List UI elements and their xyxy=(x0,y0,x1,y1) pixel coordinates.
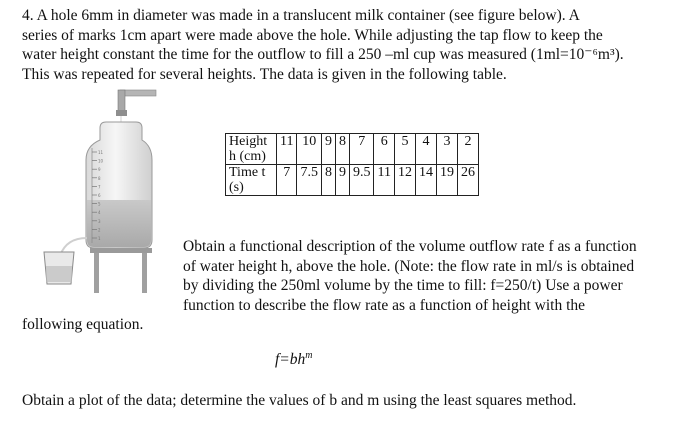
final-instruction: Obtain a plot of the data; determine the values of b and m using the least squares method. xyxy=(22,392,577,409)
time-cell: 14 xyxy=(415,165,436,196)
tap-icon xyxy=(116,90,156,116)
time-cell: 9 xyxy=(335,165,349,196)
table-row xyxy=(226,165,479,196)
instruction-line-2: of water height h, above the hole. (Note: the flow rate in ml/s is obtained xyxy=(183,257,635,275)
data-table xyxy=(225,133,479,196)
problem-line-4: This was repeated for several heights. The data is given in the following table. xyxy=(22,65,507,83)
height-mark-label: 1 xyxy=(98,236,101,241)
time-cell: 26 xyxy=(457,165,478,196)
time-header: Time t (s) xyxy=(226,165,277,196)
height-mark-label: 3 xyxy=(98,218,101,224)
height-cell: 8 xyxy=(335,134,349,165)
time-cell: 8 xyxy=(321,165,335,196)
cup-icon xyxy=(44,252,74,284)
table-row xyxy=(226,134,479,165)
height-mark-label: 7 xyxy=(98,184,101,190)
height-cell: 6 xyxy=(374,134,394,165)
problem-line-1: 4. A hole 6mm in diameter was made in a translucent milk container (see figure below). A xyxy=(22,7,580,24)
height-cell: 11 xyxy=(277,134,297,165)
instructions xyxy=(183,237,688,315)
height-cell: 7 xyxy=(349,134,374,165)
time-cell: 7.5 xyxy=(297,165,322,196)
time-cell: 19 xyxy=(436,165,457,196)
height-mark-label: 5 xyxy=(98,201,101,207)
height-cell: 9 xyxy=(321,134,335,165)
milk-container-figure xyxy=(30,88,170,298)
height-mark-label: 6 xyxy=(98,193,101,198)
height-cell: 2 xyxy=(457,134,478,165)
time-cell: 12 xyxy=(394,165,415,196)
instruction-line-4: function to describe the flow rate as a function of height with the xyxy=(183,296,586,314)
height-mark-label: 4 xyxy=(98,210,101,216)
height-mark-label: 10 xyxy=(98,158,104,164)
power-formula: $f=bh^m$ xyxy=(275,350,313,369)
problem-line-3: water height constant the time for the outflow to fill a 250 –ml cup was measured (1ml=10⁻⁶m³). xyxy=(22,46,624,63)
problem-statement xyxy=(22,6,687,84)
following-equation-text: following equation. xyxy=(22,316,144,333)
problem-line-2: series of marks 1cm apart were made above the hole. While adjusting the tap flow to keep the xyxy=(22,26,603,44)
height-mark-label: 2 xyxy=(98,227,101,233)
height-mark-label: 11 xyxy=(98,150,104,155)
height-cell: 10 xyxy=(297,134,322,165)
time-cell: 7 xyxy=(277,165,297,196)
height-header: Height h (cm) xyxy=(226,134,277,165)
time-cell: 9.5 xyxy=(349,165,374,196)
height-cell: 5 xyxy=(394,134,415,165)
height-cell: 3 xyxy=(436,134,457,165)
instruction-line-3: by dividing the 250ml volume by the time to fill: f=250/t) Use a power xyxy=(183,277,623,294)
stand-icon xyxy=(90,248,152,293)
height-mark-label: 8 xyxy=(98,175,101,181)
time-cell: 11 xyxy=(374,165,394,196)
height-cell: 4 xyxy=(415,134,436,165)
instruction-line-1: Obtain a functional description of the volume outflow rate f as a function xyxy=(183,238,637,255)
height-mark-label: 9 xyxy=(98,167,101,173)
